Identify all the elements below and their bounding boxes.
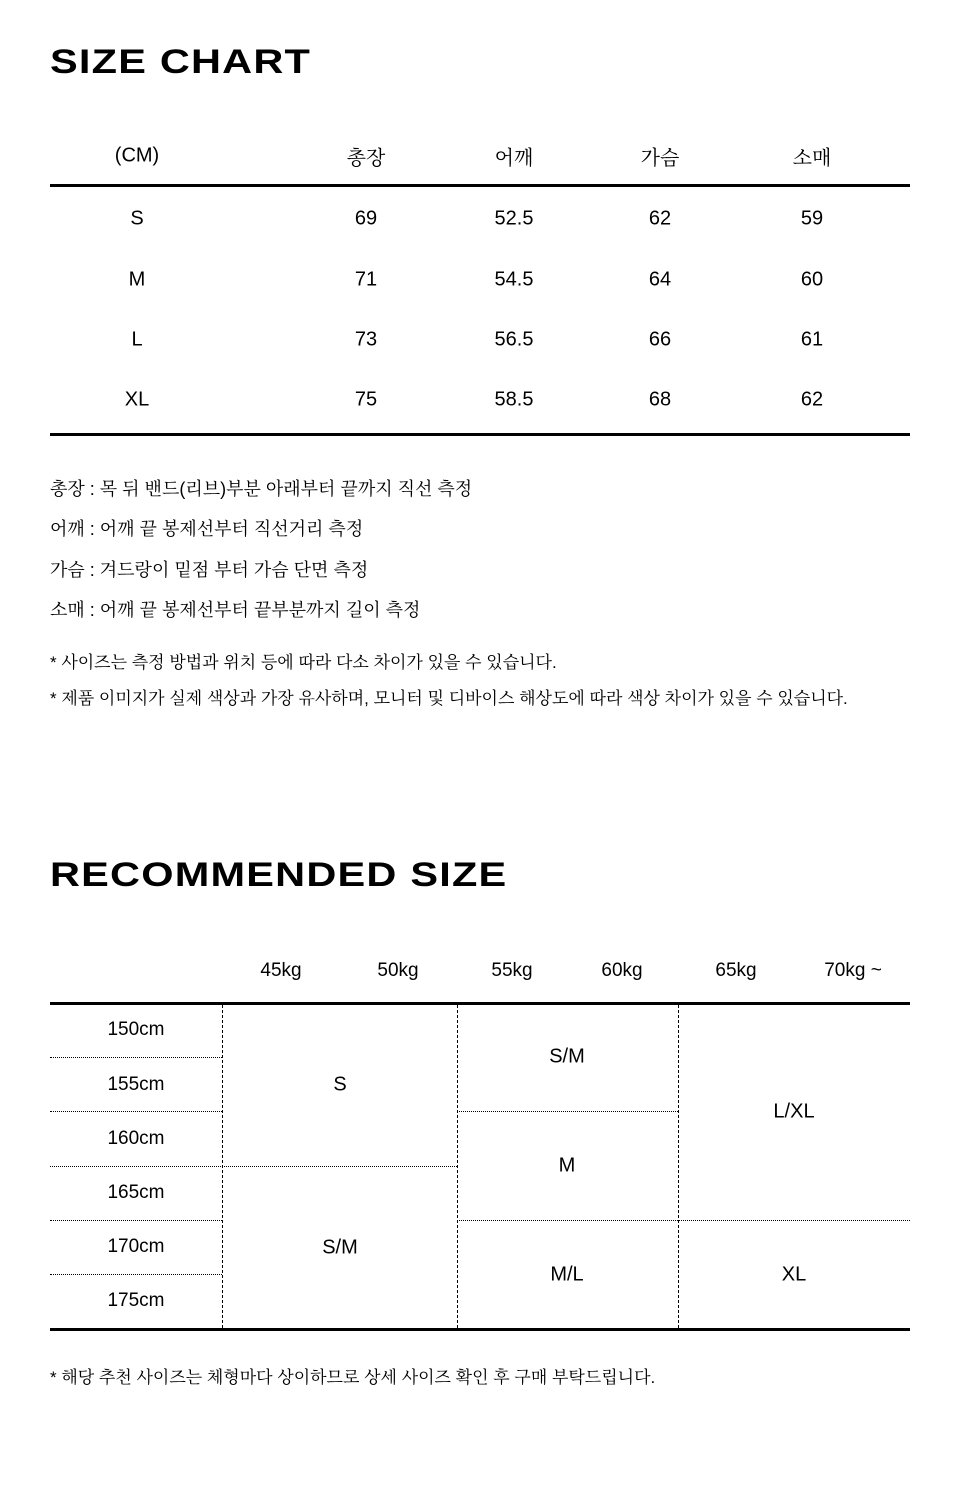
grid-vline-2 [457, 1005, 458, 1328]
height-label-150cm: 150cm [107, 1019, 165, 1040]
recommended-size-title: RECOMMENDED SIZE [50, 856, 508, 894]
height-label-170cm: 170cm [107, 1236, 165, 1257]
size-cell-sm-top: S/M [549, 1045, 585, 1068]
grid-rule-bottom [50, 1328, 910, 1331]
col-header-gaseum: 가슴 [640, 147, 680, 170]
disclaimer-size: * 사이즈는 측정 방법과 위치 등에 따라 다소 차이가 있을 수 있습니다. [50, 653, 557, 672]
weight-header-70kg: 70kg ~ [824, 960, 882, 981]
row-label-xl: XL [124, 388, 150, 411]
cell-xl-eokkae: 58.5 [494, 388, 534, 411]
cell-m-somae: 60 [800, 268, 824, 291]
table-rule-bottom [50, 433, 910, 436]
cell-m-gaseum: 64 [648, 268, 672, 291]
cell-s-eokkae: 52.5 [494, 207, 534, 230]
grid-hline-170-175 [50, 1274, 222, 1275]
cell-l-chongjang: 73 [354, 328, 378, 351]
weight-header-50kg: 50kg [377, 960, 419, 981]
grid-rule-top [50, 1002, 910, 1005]
size-cell-s: S [333, 1073, 347, 1096]
row-label-s: S [130, 207, 144, 230]
col-header-somae: 소매 [792, 147, 832, 170]
cell-m-chongjang: 71 [354, 268, 378, 291]
disclaimer-color: * 제품 이미지가 실제 색상과 가장 유사하며, 모니터 및 디바이스 해상도에 따라 색상 차이가 있을 수 있습니다. [50, 689, 848, 708]
purchase-note: * 해당 추천 사이즈는 체형마다 상이하므로 상세 사이즈 확인 후 구매 부탁드립니다. [50, 1368, 656, 1387]
size-cell-sm-bottom: S/M [322, 1236, 358, 1259]
cell-m-eokkae: 54.5 [494, 268, 534, 291]
cell-xl-gaseum: 68 [648, 388, 672, 411]
size-cell-ml: M/L [550, 1263, 584, 1286]
grid-hline-150-155 [50, 1057, 222, 1058]
cell-l-eokkae: 56.5 [494, 328, 534, 351]
col-header-chongjang: 총장 [346, 147, 386, 170]
size-cell-m: M [558, 1154, 576, 1177]
cell-xl-somae: 62 [800, 388, 824, 411]
grid-vline-3 [678, 1005, 679, 1328]
row-label-l: L [131, 328, 143, 351]
height-label-155cm: 155cm [107, 1074, 165, 1095]
grid-hline-160-165 [50, 1166, 457, 1167]
weight-header-65kg: 65kg [715, 960, 757, 981]
cell-s-somae: 59 [800, 207, 824, 230]
grid-hline-155-160 [50, 1111, 222, 1112]
cell-l-somae: 61 [800, 328, 824, 351]
cell-s-gaseum: 62 [648, 207, 672, 230]
measure-note-eokkae: 어깨 : 어깨 끝 봉제선부터 직선거리 측정 [50, 519, 364, 539]
measure-note-gaseum: 가슴 : 겨드랑이 밑점 부터 가슴 단면 측정 [50, 560, 369, 580]
measure-note-chongjang: 총장 : 목 뒤 밴드(리브)부분 아래부터 끝까지 직선 측정 [50, 479, 473, 499]
col-header-eokkae: 어깨 [494, 147, 534, 170]
unit-label: (CM) [114, 144, 160, 167]
weight-header-55kg: 55kg [491, 960, 533, 981]
size-cell-lxl: L/XL [773, 1100, 815, 1123]
grid-hline-sm-m [457, 1111, 678, 1112]
grid-hline-165-170 [50, 1220, 222, 1221]
cell-xl-chongjang: 75 [354, 388, 378, 411]
measure-note-somae: 소매 : 어깨 끝 봉제선부터 끝부분까지 길이 측정 [50, 600, 421, 620]
weight-header-45kg: 45kg [260, 960, 302, 981]
cell-s-chongjang: 69 [354, 207, 378, 230]
size-chart-title: SIZE CHART [50, 43, 312, 81]
row-label-m: M [128, 268, 146, 291]
height-label-165cm: 165cm [107, 1182, 165, 1203]
height-label-160cm: 160cm [107, 1128, 165, 1149]
height-label-175cm: 175cm [107, 1290, 165, 1311]
table-rule-top [50, 184, 910, 187]
grid-hline-m-ml [457, 1220, 910, 1221]
cell-l-gaseum: 66 [648, 328, 672, 351]
size-cell-xl: XL [781, 1263, 807, 1286]
weight-header-60kg: 60kg [601, 960, 643, 981]
